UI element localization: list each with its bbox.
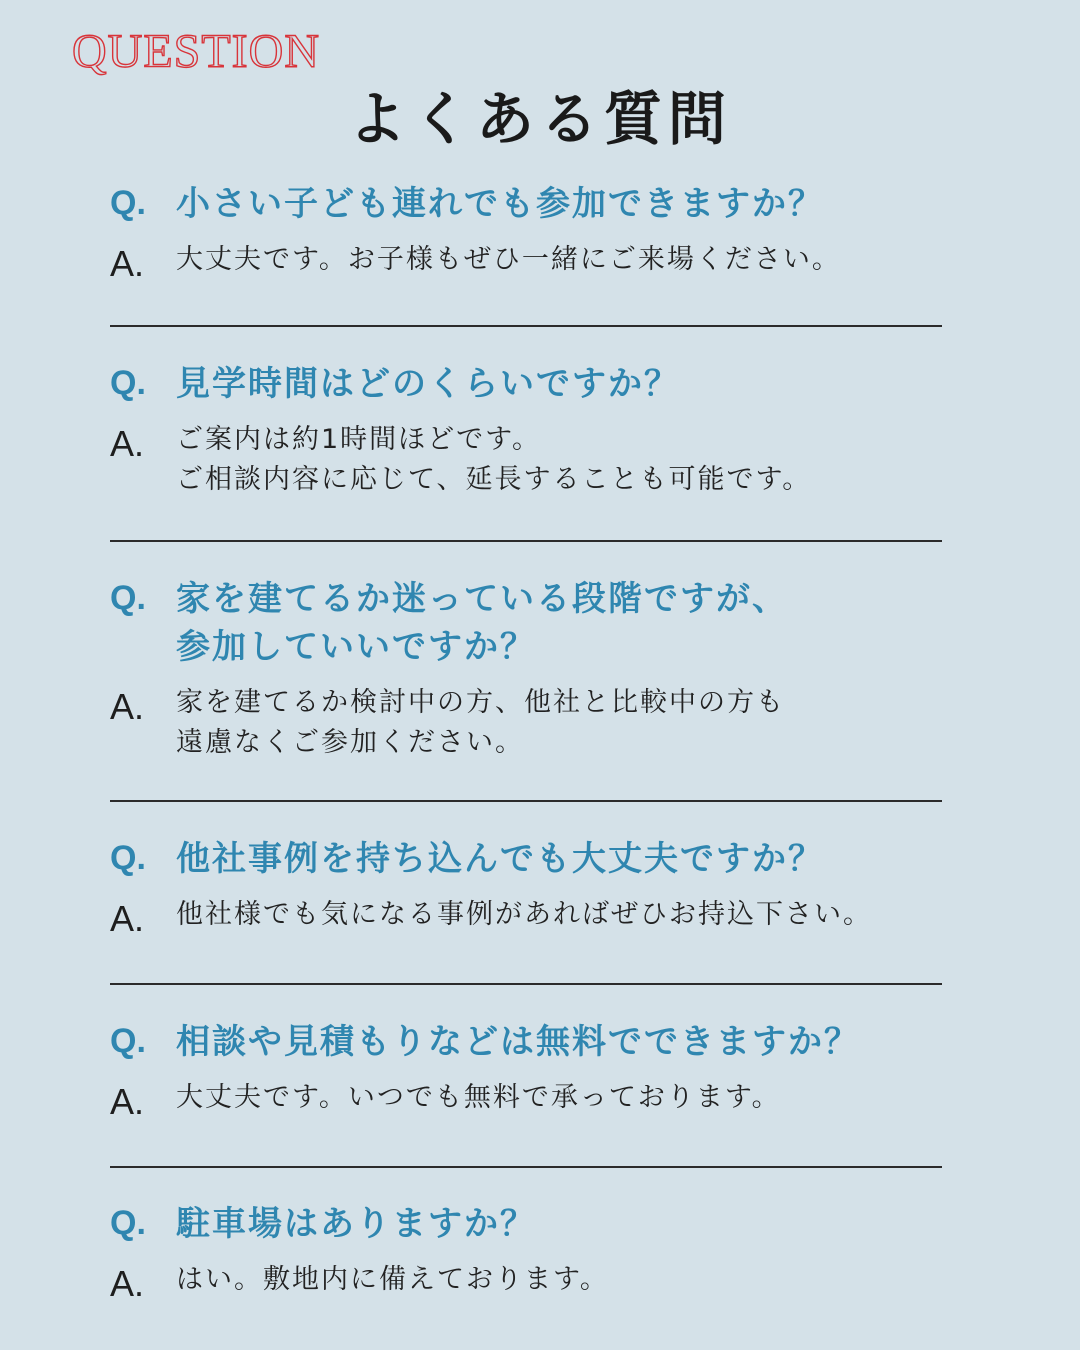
answer-row [110, 1078, 942, 1122]
question-text: 他社事例を持ち込んでも大丈夫ですか？ [176, 839, 824, 879]
question-text: 小さい子ども連れでも参加できますか？ [176, 184, 824, 224]
question-text: 家を建てるか迷っている段階ですが、 参加していいですか？ [176, 579, 788, 667]
question-row [110, 1200, 942, 1248]
question-mark-label: Q. [110, 184, 146, 222]
question-text: 駐車場はありますか？ [176, 1204, 536, 1244]
faq-divider [110, 540, 942, 542]
faq-divider [110, 800, 942, 802]
question-mark-label: Q. [110, 1022, 146, 1060]
answer-row [110, 895, 942, 939]
answer-row [110, 1260, 942, 1304]
answer-mark-label: A. [110, 898, 145, 939]
question-row [110, 575, 942, 671]
question-mark-label: Q. [110, 1204, 146, 1242]
faq-divider [110, 1166, 942, 1168]
answer-row [110, 683, 942, 763]
question-mark-label: Q. [110, 364, 146, 402]
answer-text: 家を建てるか検討中の方、他社と比較中の方も 遠慮なくご参加ください。 [176, 687, 785, 758]
answer-text: 大丈夫です。いつでも無料で承っております。 [176, 1082, 781, 1113]
faq-item [110, 575, 942, 763]
page-title: よくある質問 [347, 85, 732, 153]
answer-text: 大丈夫です。お子様もぜひ一緒にご来場ください。 [176, 244, 841, 275]
answer-mark-label: A. [110, 1263, 145, 1304]
faq-divider [110, 983, 942, 985]
answer-mark-label: A. [110, 423, 145, 464]
answer-text: 他社様でも気になる事例があればぜひお持込下さい。 [176, 899, 872, 930]
question-row [110, 360, 942, 408]
faq-divider [110, 325, 942, 327]
answer-mark-label: A. [110, 686, 145, 727]
answer-row [110, 240, 942, 284]
faq-item [110, 1018, 942, 1122]
question-row [110, 180, 942, 228]
eyebrow-question: QUESTION [72, 25, 320, 78]
answer-mark-label: A. [110, 1081, 145, 1122]
answer-row [110, 420, 942, 500]
faq-item [110, 1200, 942, 1304]
question-text: 見学時間はどのくらいですか？ [176, 364, 680, 404]
answer-mark-label: A. [110, 243, 145, 284]
question-text: 相談や見積もりなどは無料でできますか？ [176, 1022, 860, 1062]
answer-text: ご案内は約1時間ほどです。 ご相談内容に応じて、延長することも可能です。 [176, 424, 812, 495]
faq-item [110, 835, 942, 939]
question-mark-label: Q. [110, 579, 146, 617]
question-row [110, 1018, 942, 1066]
faq-item [110, 180, 942, 284]
faq-item [110, 360, 942, 500]
question-mark-label: Q. [110, 839, 146, 877]
question-row [110, 835, 942, 883]
answer-text: はい。敷地内に備えております。 [176, 1264, 609, 1295]
